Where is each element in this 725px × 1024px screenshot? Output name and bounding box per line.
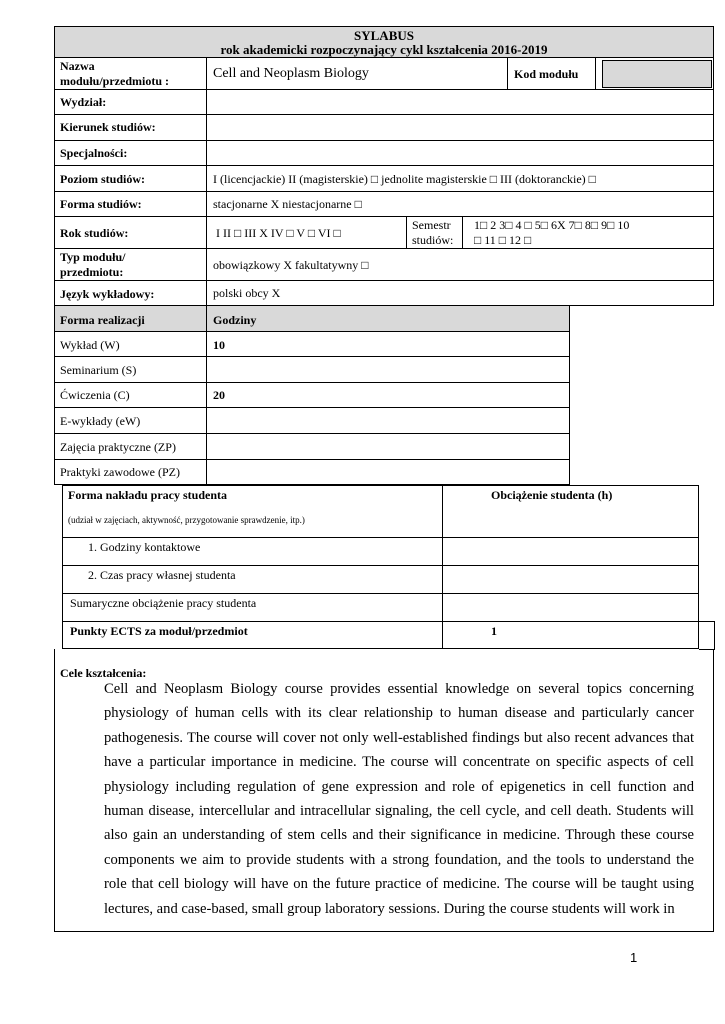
semestr-value: 1□ 2 3□ 4 □ 5□ 6X 7□ 8□ 9□ 10 xyxy=(474,218,630,232)
goals-text: Cell and Neoplasm Biology course provides essential knowledge on several topics concerning physiology of human cells with its clear relationship to human disease and particularly cancer pathogenesis. The course will cover not only well-established findings but also recent advances that have a particular importance in medicine. The course will concentrate on specific aspects of cell physiology including regulation of gene expression and role of epigenetics in cell function and human disease, intercellular and intracellular signaling, the cell cycle, and cell death. Students will also gain an understanding of stem cells and their significance in medicine. Through these course components we aim to provide students with a strong foundation, and the tools to understand the role that cell biology will have on the future practice of medicine. The course will be taught using lectures, and case-based, small group laboratory sessions. During the course students will work in xyxy=(104,681,694,917)
specjalnosci-label: Specjalności: xyxy=(60,146,128,160)
kod-label: Kod modułu xyxy=(514,67,579,81)
typ-value: obowiązkowy X fakultatywny □ xyxy=(213,258,369,272)
forma-label: Forma studiów: xyxy=(60,197,142,211)
typ-label: Typ modułu/ xyxy=(60,250,126,264)
kod-value-field xyxy=(602,60,712,88)
workload-row-total: Sumaryczne obciążenie pracy studenta xyxy=(70,596,257,610)
jezyk-label: Język wykładowy: xyxy=(60,287,155,301)
poziom-value: I (licencjackie) II (magisterskie) □ jednolite magisterskie □ III (doktoranckie) □ xyxy=(213,172,596,186)
document-title: SYLABUS xyxy=(354,28,414,43)
semestr-value-2: □ 11 □ 12 □ xyxy=(474,233,532,247)
form-row-name: Praktyki zawodowe (PZ) xyxy=(60,465,180,479)
workload-row-contact: 1. Godziny kontaktowe xyxy=(88,540,201,554)
workload-header-form: Forma nakładu pracy studenta xyxy=(68,488,228,502)
form-row-hours: 20 xyxy=(213,388,225,402)
ects-value: 1 xyxy=(491,624,497,638)
document-subtitle: rok akademicki rozpoczynający cykl kształcenia 2016-2019 xyxy=(220,42,548,57)
workload-header-note: (udział w zajęciach, aktywność, przygotowanie sprawdzenie, itp.) xyxy=(68,515,305,525)
rok-value: I II □ III X IV □ V □ VI □ xyxy=(216,226,341,240)
workload-row-self: 2. Czas pracy własnej studenta xyxy=(88,568,236,582)
wydzial-label: Wydział: xyxy=(60,95,107,109)
nazwa-label-2: modułu/przedmiotu : xyxy=(60,74,170,88)
forms-header-hours: Godziny xyxy=(213,313,257,327)
form-row-name: Ćwiczenia (C) xyxy=(60,388,130,402)
goals-heading: Cele kształcenia: xyxy=(60,666,147,680)
forma-value: stacjonarne X niestacjonarne □ xyxy=(213,197,362,211)
ects-label: Punkty ECTS za moduł/przedmiot xyxy=(70,624,248,638)
poziom-label: Poziom studiów: xyxy=(60,172,145,186)
semestr-label: Semestr xyxy=(412,218,451,232)
form-row-hours: 10 xyxy=(213,338,225,352)
page-number: 1 xyxy=(630,950,638,965)
module-name-value: Cell and Neoplasm Biology xyxy=(213,66,369,81)
forms-header-form: Forma realizacji xyxy=(60,313,145,327)
form-row-name: Zajęcia praktyczne (ZP) xyxy=(60,440,176,454)
rok-label: Rok studiów: xyxy=(60,226,129,240)
semestr-label-2: studiów: xyxy=(412,233,454,247)
form-row-name: Wykład (W) xyxy=(60,338,120,352)
form-row-name: E-wykłady (eW) xyxy=(60,414,141,428)
workload-header-load: Obciążenie studenta (h) xyxy=(491,488,613,502)
jezyk-value: polski obcy X xyxy=(213,286,281,300)
typ-label-2: przedmiotu: xyxy=(60,265,124,279)
kierunek-label: Kierunek studiów: xyxy=(60,120,156,134)
nazwa-label: Nazwa xyxy=(60,59,95,73)
form-row-name: Seminarium (S) xyxy=(60,363,137,377)
